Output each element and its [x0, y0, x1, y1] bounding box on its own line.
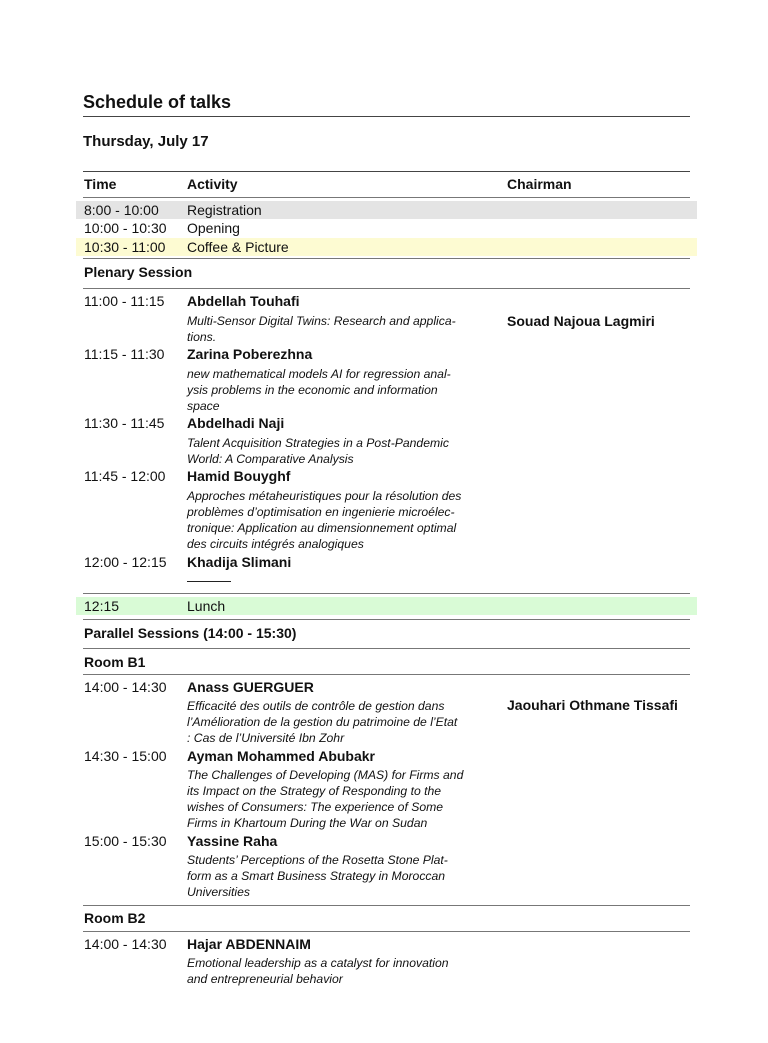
talk-time: 14:00 - 14:30 — [84, 936, 167, 952]
activity-cell: Registration — [187, 202, 262, 218]
talk-title: Efficacité des outils de contrôle de gestion dans l’Amélioration de la gestion du patrimoine de l’Etat : Cas de l’Université Ibn Zohr — [187, 699, 458, 745]
section-rule — [83, 619, 690, 620]
day-heading: Thursday, July 17 — [83, 133, 209, 150]
activity-cell: Opening — [187, 220, 240, 236]
speaker-name: Ayman Mohammed Abubakr — [187, 748, 375, 764]
column-header-chairman: Chairman — [507, 176, 572, 192]
talk-time: 11:00 - 11:15 — [84, 293, 165, 309]
talk-time: 14:30 - 15:00 — [84, 748, 167, 764]
talk-time: 15:00 - 15:30 — [84, 833, 167, 849]
room-b1-heading: Room B1 — [84, 654, 146, 670]
speaker-name: Hamid Bouyghf — [187, 468, 291, 484]
speaker-name: Zarina Poberezhna — [187, 346, 313, 362]
speaker-name: Abdellah Touhafi — [187, 293, 300, 309]
time-cell: 8:00 - 10:00 — [84, 202, 159, 218]
section-rule — [83, 593, 690, 594]
table-top-rule — [83, 171, 690, 172]
section-rule — [83, 648, 690, 649]
talk-time: 12:00 - 12:15 — [84, 554, 167, 570]
activity-cell: Lunch — [187, 598, 226, 614]
talk-title: Emotional leadership as a catalyst for innovation and entrepreneurial behavior — [187, 956, 449, 986]
row-coffee-band — [76, 238, 697, 256]
talk-title: Approches métaheuristiques pour la résolution des problèmes d’optimisation en ingenierie microélec- tronique: Application au dimensionnement optimal des circuits intégrés analogiques — [187, 489, 462, 551]
column-header-activity: Activity — [187, 176, 238, 192]
talk-title: Multi-Sensor Digital Twins: Research and applica- tions. — [187, 314, 456, 344]
section-rule — [83, 931, 690, 932]
time-cell: 10:00 - 10:30 — [84, 220, 167, 236]
section-rule — [83, 674, 690, 675]
time-cell: 10:30 - 11:00 — [84, 239, 166, 255]
speaker-name: Khadija Slimani — [187, 554, 292, 570]
speaker-name: Hajar ABDENNAIM — [187, 936, 311, 952]
time-cell: 12:15 — [84, 598, 120, 614]
plenary-chairman: Souad Najoua Lagmiri — [507, 313, 655, 329]
header-rule — [83, 197, 690, 198]
no-title-dash — [187, 581, 231, 582]
talk-title: Talent Acquisition Strategies in a Post-Pandemic World: A Comparative Analysis — [187, 436, 449, 466]
room-b2-heading: Room B2 — [84, 910, 146, 926]
row-registration-band — [76, 201, 697, 219]
activity-cell: Coffee & Picture — [187, 239, 289, 255]
column-header-time: Time — [84, 176, 117, 192]
page-title: Schedule of talks — [83, 92, 232, 112]
talk-time: 11:30 - 11:45 — [84, 415, 165, 431]
section-rule — [83, 288, 690, 289]
section-rule — [83, 258, 690, 259]
section-rule — [83, 905, 690, 906]
talk-title: The Challenges of Developing (MAS) for Firms and its Impact on the Strategy of Responding to the wishes of Consumers: The experience of Some Firms in Khartoum During the War on Sudan — [187, 768, 464, 830]
talk-title: Students’ Perceptions of the Rosetta Stone Plat- form as a Smart Business Strategy in Moroccan Universities — [187, 853, 448, 899]
speaker-name: Anass GUERGUER — [187, 679, 314, 695]
speaker-name: Yassine Raha — [187, 833, 278, 849]
room-b1-chairman: Jaouhari Othmane Tissafi — [507, 697, 678, 713]
parallel-heading: Parallel Sessions (14:00 - 15:30) — [84, 625, 297, 641]
title-rule — [83, 116, 690, 117]
speaker-name: Abdelhadi Naji — [187, 415, 285, 431]
talk-title: new mathematical models AI for regression anal- ysis problems in the economic and information space — [187, 367, 451, 413]
talk-time: 11:45 - 12:00 — [84, 468, 166, 484]
row-lunch-band — [76, 597, 697, 615]
plenary-heading: Plenary Session — [84, 264, 193, 280]
talk-time: 14:00 - 14:30 — [84, 679, 167, 695]
talk-time: 11:15 - 11:30 — [84, 346, 165, 362]
